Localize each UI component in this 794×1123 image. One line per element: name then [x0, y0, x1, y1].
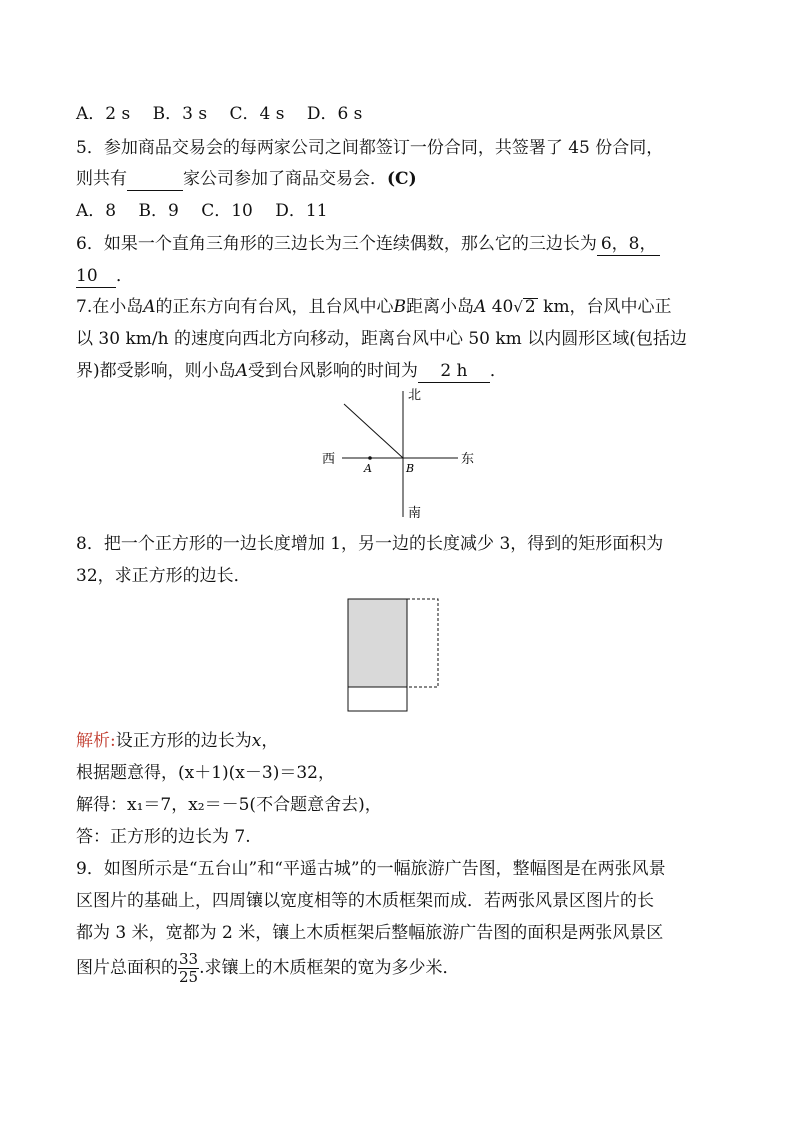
rectangle-diagram: [346, 597, 442, 715]
q7-A3: A: [235, 361, 248, 381]
q9-line2: 区图片的基础上，四周镶以宽度相等的木质框架而成．若两张风景区图片的长: [76, 891, 654, 911]
q7-line2: 以 30 km/h 的速度向西北方向移动，距离台风中心 50 km 以内圆形区域(包括边: [76, 329, 687, 349]
solution-label: 解析:: [76, 731, 116, 751]
q6-end: ．: [116, 266, 133, 286]
q8-line2: 32，求正方形的边长．: [76, 566, 251, 586]
label-west: 西: [322, 452, 336, 467]
solution-line3: 解得：x₁＝7，x₂＝－5(不合题意舍去)，: [76, 795, 382, 815]
q7-end: ．: [489, 361, 507, 381]
dashed-extension: [407, 599, 438, 687]
solution-var: x: [251, 731, 262, 751]
q5-text-a: 则共有: [76, 169, 127, 189]
solution-line4: 答：正方形的边长为 7.: [76, 827, 251, 847]
point-a-dot: [368, 456, 372, 460]
q6-answer2: 10: [76, 265, 116, 288]
q6-text: 6．如果一个直角三角形的三边长为三个连续偶数，那么它的三边长为: [76, 234, 597, 254]
solution-line2: 根据题意得，(x＋1)(x－3)＝32，: [76, 763, 335, 783]
q8-line1: 8．把一个正方形的一边长度增加 1，另一边的长度减少 3，得到的矩形面积为: [76, 534, 664, 554]
q7-t5: km，台风中心正: [543, 297, 672, 317]
q9-frac-num: 33: [179, 950, 199, 968]
q9-line3: 都为 3 米，宽都为 2 米，镶上木质框架后整幅旅游广告图的面积是两张风景区: [76, 923, 664, 943]
q9-line4: [76, 950, 460, 986]
q7-t4: 40: [491, 297, 514, 317]
label-north: 北: [408, 388, 422, 403]
q7-line1: 7.在小岛A的正东方向有台风，且台风中心B距离小岛A 40√ 2 km，台风中心正: [76, 297, 672, 317]
q5-line2: [76, 168, 417, 191]
q7-t1: 7.在小岛: [76, 297, 144, 317]
q7-answer: 2 h: [418, 360, 490, 383]
solution-t1: 设正方形的边长为: [115, 731, 252, 751]
q6-line2: [76, 265, 133, 288]
q6-line1: [76, 233, 660, 256]
label-point-b: B: [406, 462, 415, 475]
q9-t2: .求镶上的木质框架的宽为多少米．: [199, 958, 460, 978]
gray-rectangle: [348, 599, 407, 687]
q9-line1: 9．如图所示是“五台山”和“平遥古城”的一幅旅游广告图，整幅图是在两张风景: [76, 859, 666, 879]
solution-line1: [76, 730, 278, 752]
label-south: 南: [408, 506, 422, 521]
q7-sqrt: 2: [524, 297, 536, 317]
bottom-strip: [348, 687, 407, 711]
q5-blank: [127, 168, 183, 191]
label-point-a: A: [364, 462, 372, 475]
q7-t3: 距离小岛: [406, 297, 475, 317]
q9-fraction: [178, 951, 199, 986]
q5-answer: (C): [387, 169, 417, 189]
q7-A: A: [143, 297, 156, 317]
solution-t1-end: ，: [261, 731, 279, 751]
compass-diagram: [320, 383, 480, 523]
q7-B: B: [393, 297, 407, 317]
q7-line3: [76, 360, 507, 383]
q9-frac-den: 25: [179, 968, 199, 986]
q5-options: A．8 B．9 C．10 D．11: [76, 201, 328, 221]
q7-t6: 界)都受影响，则小岛: [76, 361, 236, 381]
q7-t7: 受到台风影响的时间为: [247, 361, 418, 381]
q9-t1: 图片总面积的: [76, 958, 178, 978]
q6-answer1: 6，8，: [597, 233, 661, 256]
q5-text-b: 家公司参加了商品交易会．: [183, 169, 387, 189]
label-east: 东: [461, 452, 475, 467]
q4-options: A．2 s B．3 s C．4 s D．6 s: [76, 104, 363, 124]
q5-line1: 5．参加商品交易会的每两家公司之间都签订一份合同，共签署了 45 份合同，: [76, 138, 664, 158]
q7-A2: A: [474, 297, 487, 317]
typhoon-path: [344, 404, 403, 458]
q7-t2: 的正东方向有台风，且台风中心: [155, 297, 394, 317]
